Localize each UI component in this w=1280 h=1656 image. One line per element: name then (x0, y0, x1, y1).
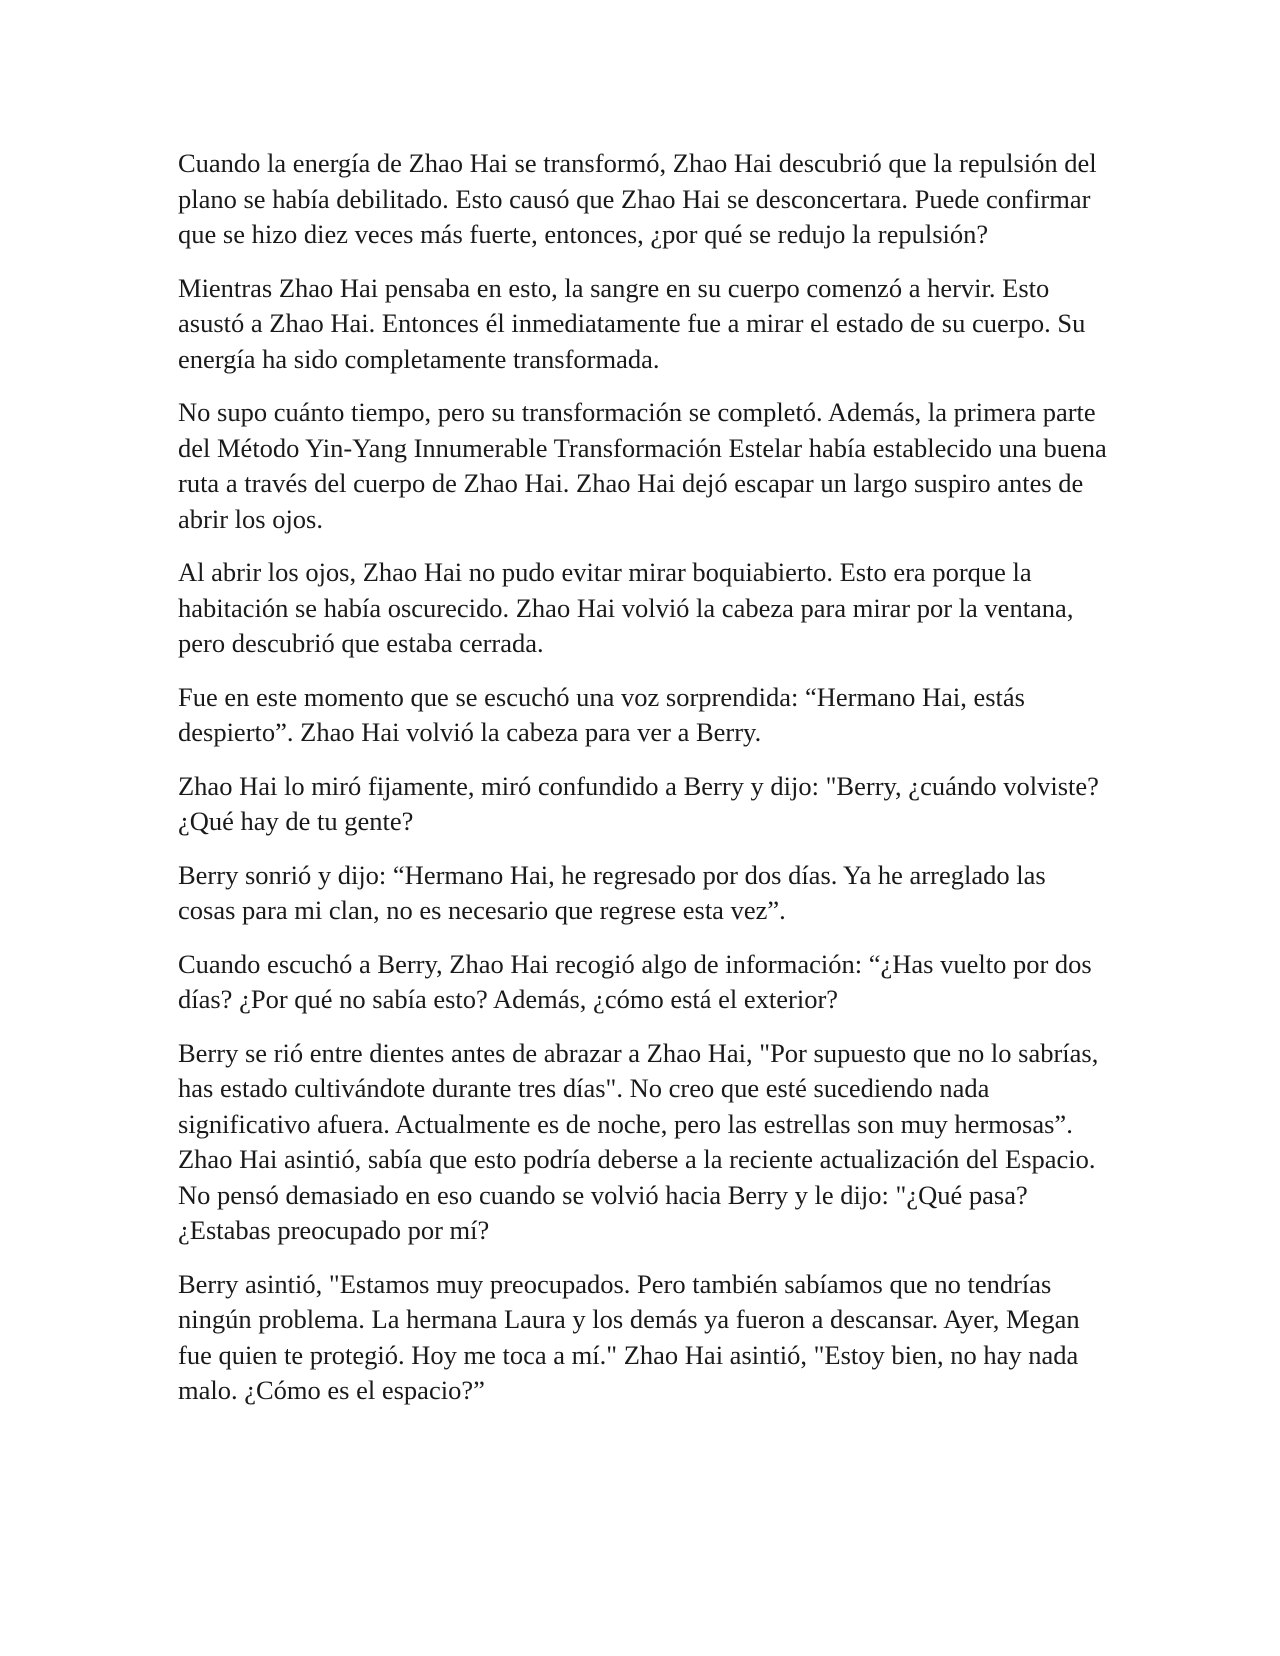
paragraph: Cuando escuchó a Berry, Zhao Hai recogió algo de información: “¿Has vuelto por dos días? ¿Por qué no sabía esto? Además, ¿cómo está el exterior? (178, 948, 1092, 1014)
paragraph: Berry asintió, "Estamos muy preocupados. Pero también sabíamos que no tendrías ningún problema. La hermana Laura y los demás ya fueron a descansar. Ayer, Megan fue quien te protegió. Hoy me toca a mí." Zhao Hai asintió, "Estoy bien, no hay nada malo. ¿Cómo es el espacio?” (178, 1268, 1080, 1405)
paragraph: Zhao Hai lo miró fijamente, miró confundido a Berry y dijo: "Berry, ¿cuándo volviste? ¿Qué hay de tu gente? (178, 770, 1099, 836)
paragraph: Cuando la energía de Zhao Hai se transformó, Zhao Hai descubrió que la repulsión del plano se había debilitado. Esto causó que Zhao Hai se desconcertara. Puede confirmar que se hizo diez veces más fuerte, entonces, ¿por qué se redujo la repulsión? (178, 148, 1097, 249)
document-body (178, 146, 1108, 1427)
paragraph: Mientras Zhao Hai pensaba en esto, la sangre en su cuerpo comenzó a hervir. Esto asustó a Zhao Hai. Entonces él inmediatamente fue a mirar el estado de su cuerpo. Su energía ha sido completamente transformada. (178, 272, 1086, 374)
paragraph: Al abrir los ojos, Zhao Hai no pudo evitar mirar boquiabierto. Esto era porque la habitación se había oscurecido. Zhao Hai volvió la cabeza para mirar por la ventana, pero descubrió que estaba cerrada. (178, 557, 1074, 658)
paragraph: Berry sonrió y dijo: “Hermano Hai, he regresado por dos días. Ya he arreglado las cosas para mi clan, no es necesario que regrese esta vez”. (178, 859, 1046, 925)
paragraph: Fue en este momento que se escuchó una voz sorprendida: “Hermano Hai, estás despierto”. Zhao Hai volvió la cabeza para ver a Berry. (178, 681, 1025, 747)
paragraph: No supo cuánto tiempo, pero su transformación se completó. Además, la primera parte del Método Yin-Yang Innumerable Transformación Estelar había establecido una buena ruta a través del cuerpo de Zhao Hai. Zhao Hai dejó escapar un largo suspiro antes de abrir los ojos. (178, 397, 1107, 534)
paragraph: Berry se rió entre dientes antes de abrazar a Zhao Hai, "Por supuesto que no lo sabrías, has estado cultivándote durante tres días". No creo que esté sucediendo nada significativo afuera. Actualmente es de noche, pero las estrellas son muy hermosas”. Zhao Hai asintió, sabía que esto podría deberse a la reciente actualización del Espacio. No pensó demasiado en eso cuando se volvió hacia Berry y le dijo: "¿Qué pasa? ¿Estabas preocupado por mí? (178, 1037, 1099, 1245)
